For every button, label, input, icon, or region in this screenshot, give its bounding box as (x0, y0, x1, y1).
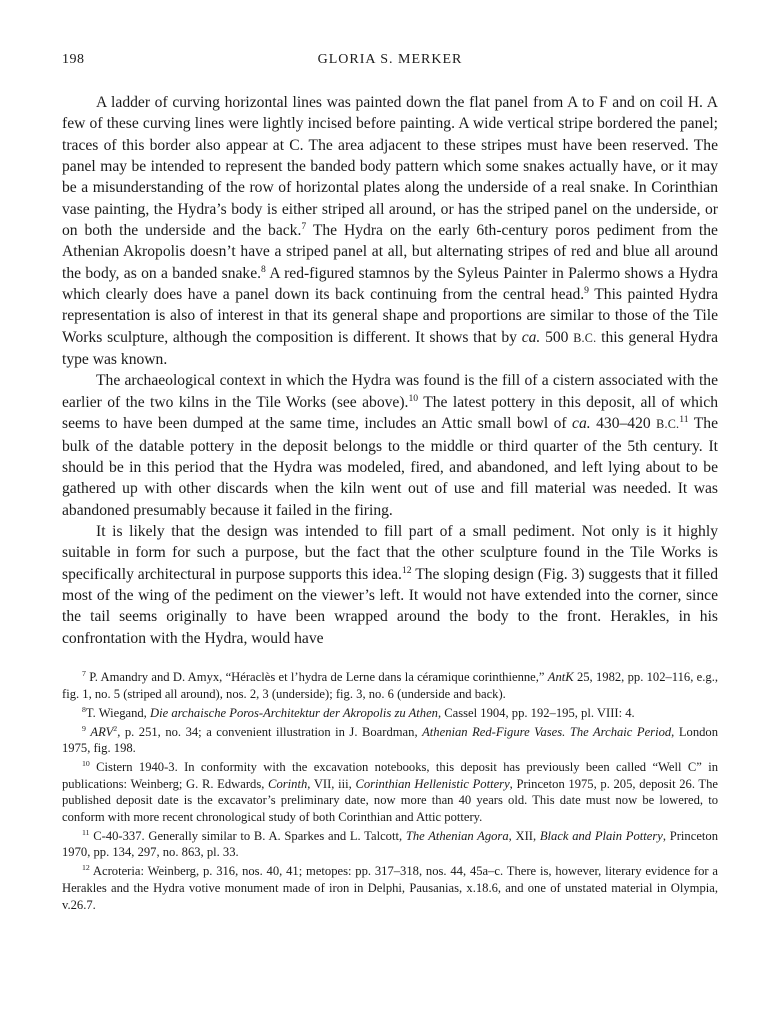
text-run: C-40-337. Generally similar to B. A. Sparkes and L. Talcott, (89, 828, 406, 843)
running-header (62, 52, 718, 76)
text-run: The sloping design (Fig. 3) suggests that it filled most of the wing of the pediment on the viewer’s left. It would not have extended into the corner, since the tail seems originally to have been wrapped around the body to the front. Herakles, in his confrontation with the Hydra, would have (62, 565, 718, 647)
text-run: The archaeological context in which the Hydra was found is the fill of a cistern associated with the earlier of the two kilns in the Tile Works (see above). (62, 372, 718, 411)
footnote-ref: 10 (82, 758, 90, 768)
text-run: , XII, (508, 828, 540, 843)
paragraph (62, 521, 718, 649)
text-run: , Princeton 1975, p. 205, deposit 26. The published deposit date is the excavator’s preliminary date, now more than 40 years old. This date must now be lowered, to conform with more recent chronological study of both Corinthian and Attic pottery. (62, 776, 718, 824)
text-run: Cistern 1940-3. In conformity with the excavation notebooks, this deposit has previously been called “Well C” in publications: Weinberg; G. R. Edwards, (62, 760, 718, 791)
text-run: T. Wiegand, (85, 705, 150, 720)
italic-text: Black and Plain Pottery (539, 828, 663, 843)
footnote-ref: 2 (113, 723, 118, 733)
text-run: 25, 1982, pp. 102–116, e.g., fig. 1, no. 5 (striped all around), nos. 2, 3 (underside); fig. 3, no. 6 (underside and back). (62, 669, 718, 701)
page (62, 52, 718, 916)
text-run: , VII, iii, (307, 776, 356, 791)
text-run: The bulk of the datable pottery in the deposit belongs to the middle or third quarter of the 5th century. It should be in this period that the Hydra was modeled, fired, and abandoned, and left lying about to be gathered up with other discards when the kiln went out of use and fill material was needed. It was abandoned presumably because it failed in the firing. (62, 415, 718, 519)
footnote-ref: 7 (82, 668, 86, 678)
footnote (62, 828, 718, 861)
text-run: 430–420 (590, 415, 657, 433)
text-run: this general Hydra type was known. (62, 328, 719, 369)
text-run: 500 (540, 328, 574, 346)
italic-text: The Athenian Agora (405, 828, 509, 843)
body-text (62, 92, 718, 649)
text-run: The Hydra on the early 6th-century poros pediment from the Athenian Akropolis doesn’t have a striped panel at all, but alternating stripes of red and blue all around the body, as on a banded snake. (62, 222, 718, 282)
text-run: , London 1975, fig. 198. (62, 724, 719, 756)
italic-text: ca. (572, 415, 591, 433)
text-run: A red-figured stamnos by the Syleus Painter in Palermo shows a Hydra which clearly does have a panel down its back continuing from the central head. (62, 264, 719, 304)
footnote (62, 863, 718, 913)
footnote (62, 724, 718, 757)
footnotes (62, 669, 718, 913)
italic-text: ca. (521, 328, 541, 346)
page-number: 198 (62, 52, 85, 67)
footnote (62, 705, 718, 722)
italic-text: AntK (547, 669, 574, 684)
italic-text: Corinth (268, 776, 308, 791)
paragraph (62, 92, 718, 370)
italic-text: Corinthian Hellenistic Pottery (355, 776, 510, 791)
text-run: The latest pottery in this deposit, all of which seems to have been dumped at the same time, includes an Attic small bowl of (62, 393, 718, 433)
italic-text: Athenian Red-Figure Vases. The Archaic Period (422, 724, 672, 739)
footnote-ref: 9 (82, 723, 86, 733)
footnote-ref: 10 (408, 392, 419, 404)
text-run: P. Amandry and D. Amyx, “Héraclès et l’hydra de Lerne dans la céramique corinthienne,” (85, 669, 548, 684)
running-head-author: GLORIA S. MERKER (317, 52, 463, 67)
footnote-ref: 8 (261, 263, 266, 275)
footnote (62, 759, 718, 825)
footnote-ref: 7 (301, 220, 307, 232)
small-caps-text: B.C. (656, 417, 680, 432)
text-run: , Princeton 1970, pp. 134, 297, no. 863, pl. 33. (62, 828, 718, 860)
footnote (62, 669, 718, 702)
paragraph (62, 370, 718, 520)
text-run: This painted Hydra representation is also of interest in that its general shape and proportions are similar to those of the Tile Works sculpture, although the composition is different. It shows that by (62, 286, 718, 346)
italic-text: ARV (90, 724, 114, 739)
text-run: A ladder of curving horizontal lines was painted down the flat panel from A to F and on coil H. A few of these curving lines were lightly incised before painting. A wide vertical stripe bordered the panel; traces of this border also appear at C. The area adjacent to these stripes must have been reserved. The panel may be intended to represent the banded body pattern which some snakes actually have, or it may be a misunderstanding of the row of horizontal plates along the underside of a real snake. In Corinthian vase painting, the Hydra’s body is either striped all around, or has the striped panel on the underside, or on both the underside and the back. (62, 94, 718, 240)
small-caps-text: B.C. (573, 330, 597, 345)
footnote-ref: 12 (82, 863, 90, 873)
footnote-ref: 11 (82, 827, 90, 837)
text-run: , Cassel 1904, pp. 192–195, pl. VIII: 4. (437, 705, 635, 720)
text-run: It is likely that the design was intended to fill part of a small pediment. Not only is it highly suitable in form for such a purpose, but the fact that the other sculpture found in the Tile Works is specifically architectural in purpose supports this idea. (62, 522, 718, 583)
footnote-ref: 9 (584, 284, 589, 296)
text-run: Acroteria: Weinberg, p. 316, nos. 40, 41; metopes: pp. 317–318, nos. 44, 45a–c. There is, however, literary evidence for a Herakles and the Hydra votive monument made of iron in Delphi, Pausanias, x.18.6, and one of unstated material in Olympia, v.26.7. (62, 864, 718, 912)
footnote-ref: 11 (679, 413, 689, 425)
footnote-ref: 12 (401, 564, 412, 576)
text-run: , p. 251, no. 34; a convenient illustration in J. Boardman, (117, 724, 423, 739)
italic-text: Die archaische Poros-Architektur der Akropolis zu Athen (149, 705, 438, 720)
footnote-ref: 8 (82, 704, 86, 714)
